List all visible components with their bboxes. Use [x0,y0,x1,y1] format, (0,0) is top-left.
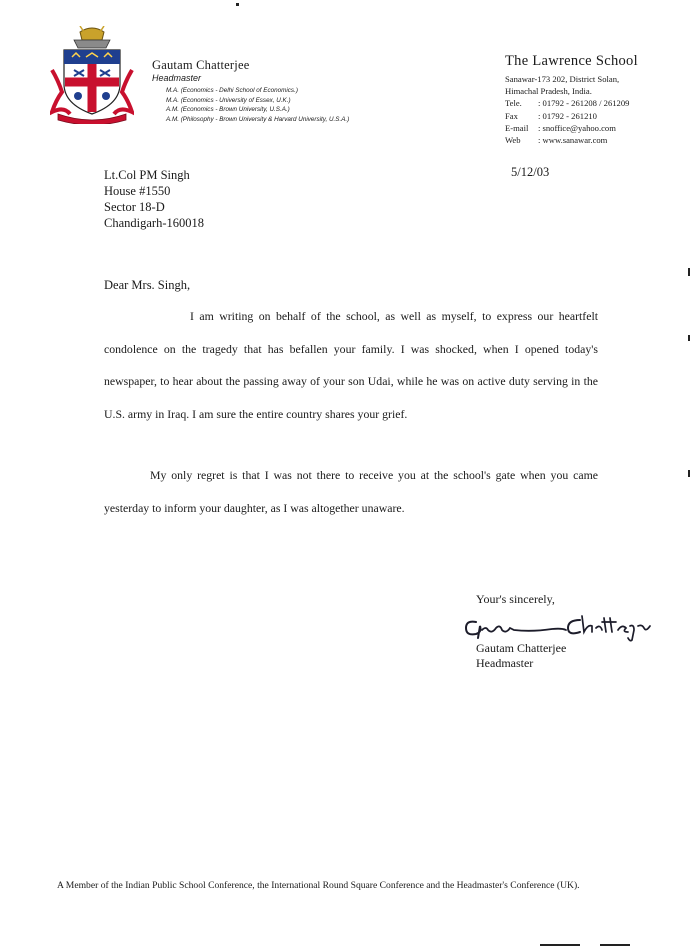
closing-line: Your's sincerely, [476,592,555,606]
signer-block [476,641,566,671]
signer-title: Headmaster [476,656,534,670]
recipient-line: Lt.Col PM Singh [104,168,190,182]
crest-helmet [74,26,110,48]
qualifications-list [166,86,349,124]
handwritten-signature [462,612,658,642]
signer-name: Gautam Chatterjee [476,641,567,655]
headmaster-title: Headmaster [152,73,202,83]
salutation: Dear Mrs. Singh, [104,278,191,292]
headmaster-name-heading: Gautam Chatterjee [152,58,250,72]
school-address-block [505,73,629,146]
recipient-line: House #1550 [104,184,171,198]
email-row [505,122,629,134]
telephone-label: Tele. [505,98,522,109]
scan-mark [688,268,690,276]
scan-mark [688,335,690,341]
scan-mark [540,944,580,946]
qualification-line: A.M. (Economics - Brown University, U.S.A.) [166,106,290,113]
address-line: Himachal Pradesh, India. [505,86,592,97]
crest-shield [64,50,120,114]
recipient-line: Chandigarh-160018 [104,216,204,230]
fax-label: Fax [505,110,518,121]
body-paragraph-2: My only regret is that I was not there to receive you at the school's gate when you came yesterday to inform your daughter, as I was altogether unaware. [104,468,598,515]
qualification-line: A.M. (Philosophy - Brown University & Harvard University, U.S.A.) [166,115,350,123]
web-value: : www.sanawar.com [538,135,608,146]
recipient-line: Sector 18-D [104,200,165,214]
scan-mark [600,944,630,946]
letterhead-footer: A Member of the Indian Public School Conference, the International Round Square Conference and the Headmaster's Conference (UK). [57,880,580,891]
body-paragraph-1: I am writing on behalf of the school, as well as myself, to express our heartfelt condolence on the tragedy that has befallen your family. I was shocked, when I opened today's newspaper, to hear about the passing away of your son Udai, while he was on active duty serving in the U.S. army in Iraq. I am sure the entire country shares your grief. [104,309,598,421]
scan-mark [236,3,239,6]
school-crest-logo [50,26,134,124]
school-name: The Lawrence School [505,53,638,69]
telephone-value: : 01792 - 261208 / 261209 [538,98,630,109]
qualification-line: M.A. (Economics - Delhi School of Economics.) [166,87,298,94]
fax-value: : 01792 - 261210 [538,110,597,121]
telephone-row [505,97,629,109]
web-row [505,134,629,146]
recipient-address [104,167,204,231]
web-label: Web [505,135,521,146]
email-label: E-mail [505,122,529,133]
qualification-line: M.A. (Economics - University of Essex, U.K.) [166,96,291,104]
scan-mark [688,470,690,477]
fax-row [505,110,629,122]
letter-date: 5/12/03 [511,165,550,179]
address-line: Sanawar-173 202, District Solan, [505,74,620,84]
email-value: : snoffice@yahoo.com [538,122,616,133]
